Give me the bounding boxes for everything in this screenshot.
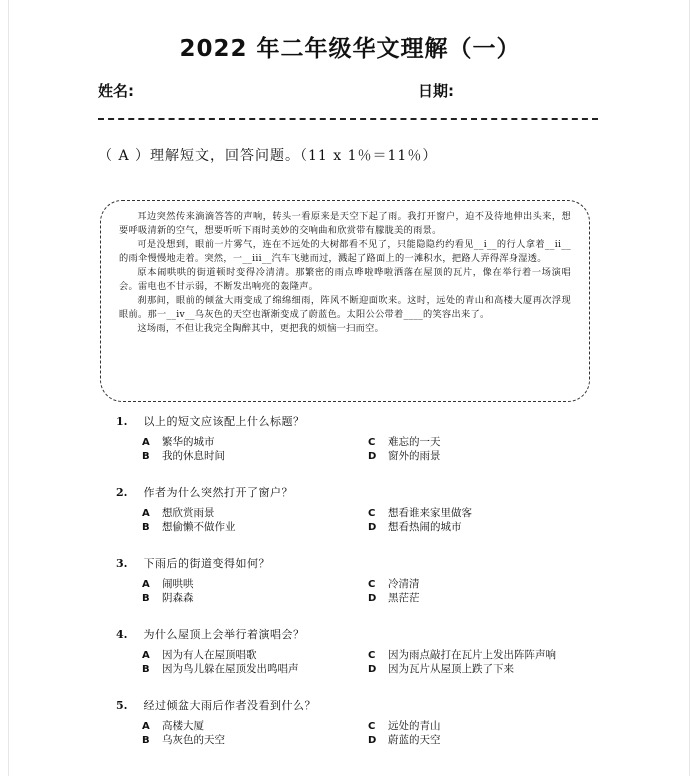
option-a[interactable]: A 繁华的城市 <box>142 436 215 448</box>
question-4 <box>116 627 596 676</box>
question-number: 4. <box>116 628 128 641</box>
question-text: 以上的短文应该配上什么标题？ <box>143 415 305 428</box>
option-b[interactable]: B 想偷懒不做作业 <box>142 521 236 533</box>
option-b[interactable]: B 阴森森 <box>142 592 194 604</box>
question-number: 3. <box>116 557 128 570</box>
option-c[interactable]: C 远处的青山 <box>368 720 441 732</box>
option-c[interactable]: C 想看谁来家里做客 <box>368 507 472 519</box>
question-text: 作者为什么突然打开了窗户？ <box>143 486 293 499</box>
name-label: 姓名: <box>98 82 134 100</box>
date-label: 日期: <box>418 82 454 100</box>
page-title: 2022 年二年级华文理解（一） <box>179 36 521 62</box>
question-list <box>116 414 596 769</box>
passage-paragraph: 这场雨，不但让我完全陶醉其中，更把我的烦恼一扫而空。 <box>137 323 385 334</box>
option-c[interactable]: C 难忘的一天 <box>368 436 441 448</box>
question-number: 5. <box>116 699 128 712</box>
option-a[interactable]: A 高楼大厦 <box>142 720 204 732</box>
passage-paragraph: 耳边突然传来滴滴答答的声响，转头一看原来是天空下起了雨。我打开窗户，迫不及待地伸出头来，想要呼吸清新的空气，想要听听下雨时美妙的交响曲和欣赏带有朦胧美的雨景。 <box>119 211 571 236</box>
question-2 <box>116 485 596 534</box>
passage-paragraph: 可是没想到，眼前一片雾气，连在不远处的大树都看不见了，只能隐隐约约看见__i__的行人拿着__ii__的雨伞慢慢地走着。突然，一__iii__汽车飞驰而过，溅起了路面上的一滩积水，把路人弄得浑身湿透。 <box>119 239 571 264</box>
option-d[interactable]: D 因为瓦片从屋顶上跌了下来 <box>368 663 514 675</box>
page-edge-right <box>689 0 690 776</box>
question-number: 2. <box>116 486 128 499</box>
option-b[interactable]: B 我的休息时间 <box>142 450 225 462</box>
option-c[interactable]: C 因为雨点敲打在瓦片上发出阵阵声响 <box>368 649 556 661</box>
question-text: 为什么屋顶上会举行着演唱会？ <box>143 628 305 641</box>
passage-box <box>100 200 590 402</box>
option-b[interactable]: B 乌灰色的天空 <box>142 734 225 746</box>
question-text: 下雨后的街道变得如何？ <box>143 557 270 570</box>
passage-paragraph: 刹那间，眼前的倾盆大雨变成了绵绵细雨，阵风不断迎面吹来。这时，远处的青山和高楼大厦再次浮现眼前。那一__iv__乌灰色的天空也渐渐变成了蔚蓝色。太阳公公带着____的笑容出来了。 <box>119 295 571 320</box>
option-d[interactable]: D 蔚蓝的天空 <box>368 734 441 746</box>
option-a[interactable]: A 闹哄哄 <box>142 578 194 590</box>
page-edge-left <box>8 0 9 776</box>
question-3 <box>116 556 596 605</box>
question-5 <box>116 698 596 747</box>
option-a[interactable]: A 因为有人在屋顶唱歌 <box>142 649 257 661</box>
question-number: 1. <box>116 415 128 428</box>
option-c[interactable]: C 冷清清 <box>368 578 420 590</box>
option-d[interactable]: D 黑茫茫 <box>368 592 420 604</box>
option-d[interactable]: D 窗外的雨景 <box>368 450 441 462</box>
option-a[interactable]: A 想欣赏雨景 <box>142 507 215 519</box>
option-d[interactable]: D 想看热闹的城市 <box>368 521 462 533</box>
section-heading: （ A ）理解短文，回答问题。（11 x 1％＝11％） <box>98 148 438 164</box>
dashed-divider <box>98 118 598 120</box>
question-1 <box>116 414 596 463</box>
passage-paragraph: 原本闹哄哄的街道顿时变得冷清清。那繁密的雨点哗啦哗啦洒落在屋顶的瓦片，像在举行着一场演唱会。雷电也不甘示弱，不断发出响亮的轰隆声。 <box>119 267 571 292</box>
option-b[interactable]: B 因为鸟儿躲在屋顶发出鸣唱声 <box>142 663 299 675</box>
question-text: 经过倾盆大雨后作者没看到什么？ <box>143 699 316 712</box>
